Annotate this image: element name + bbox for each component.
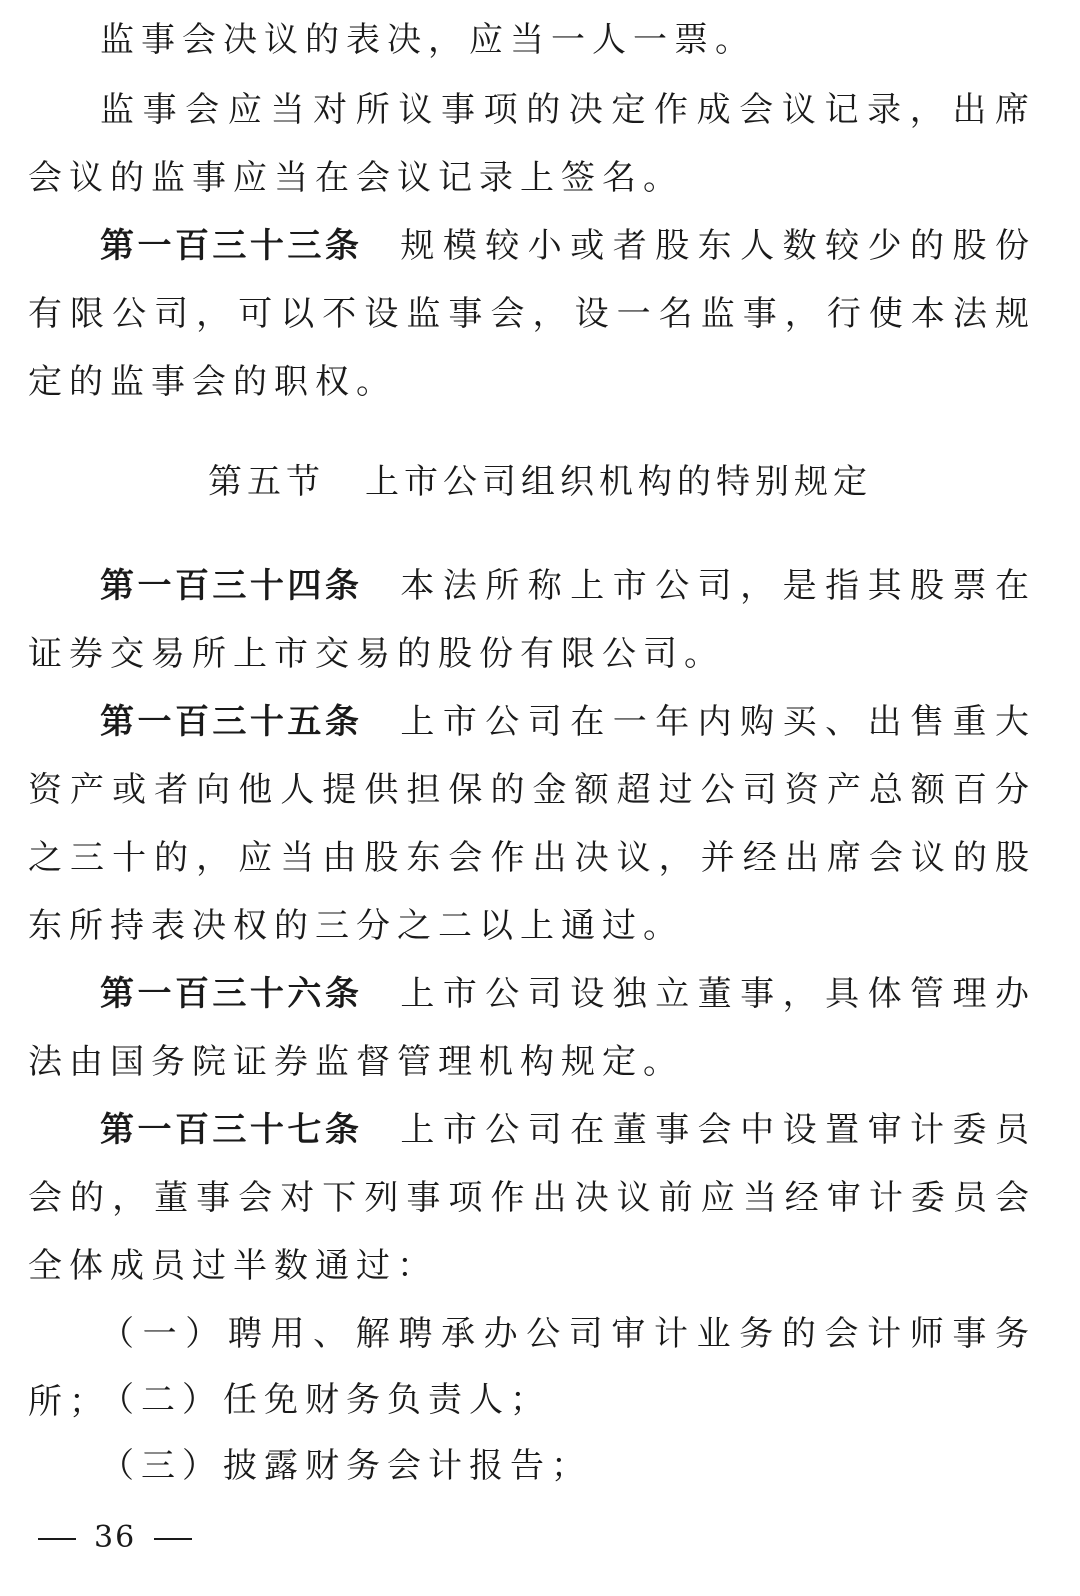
article-134	[28, 552, 1036, 688]
article-137	[28, 1096, 1036, 1300]
section-number: 第五节	[208, 462, 325, 502]
footer-dash-right	[154, 1538, 192, 1540]
article-134-label: 第一百三十四条	[100, 566, 363, 606]
footer-dash-left	[38, 1538, 76, 1540]
list-item: （一）聘用、解聘承办公司审计业务的会计师事务所；	[28, 1314, 1036, 1422]
article-136	[28, 960, 1036, 1096]
article-135	[28, 688, 1036, 960]
paragraph-meeting-record: 监事会应当对所议事项的决定作成会议记录，出席会议的监事应当在会议记录上签名。	[28, 90, 1036, 198]
article-136-text: 上市公司设独立董事，具体管理办法由国务院证券监督管理机构规定。	[28, 974, 1037, 1082]
article-136-label: 第一百三十六条	[100, 974, 363, 1014]
article-133	[28, 212, 1036, 416]
list-item: （三）披露财务会计报告；	[100, 1446, 592, 1486]
article-137-label: 第一百三十七条	[100, 1110, 363, 1150]
paragraph-vote-rule: 监事会决议的表决，应当一人一票。	[100, 20, 756, 60]
article-135-label: 第一百三十五条	[100, 702, 363, 742]
article-135-text: 上市公司在一年内购买、出售重大资产或者向他人提供担保的金额超过公司资产总额百分之三十的，应当由股东会作出决议，并经出席会议的股东所持表决权的三分之二以上通过。	[28, 702, 1037, 946]
section-heading	[0, 448, 1080, 516]
article-137-text: 上市公司在董事会中设置审计委员会的，董事会对下列事项作出决议前应当经审计委员会全体成员过半数通过：	[28, 1110, 1037, 1286]
article-133-label: 第一百三十三条	[100, 226, 363, 266]
page-footer	[38, 1518, 192, 1558]
list-item: （二）任免财务负责人；	[100, 1380, 551, 1420]
page-number: 36	[94, 1520, 137, 1555]
article-133-text: 规模较小或者股东人数较少的股份有限公司，可以不设监事会，设一名监事，行使本法规定的监事会的职权。	[28, 226, 1037, 402]
section-title-text: 上市公司组织机构的特别规定	[365, 462, 872, 502]
article-134-text: 本法所称上市公司，是指其股票在证券交易所上市交易的股份有限公司。	[28, 566, 1037, 674]
